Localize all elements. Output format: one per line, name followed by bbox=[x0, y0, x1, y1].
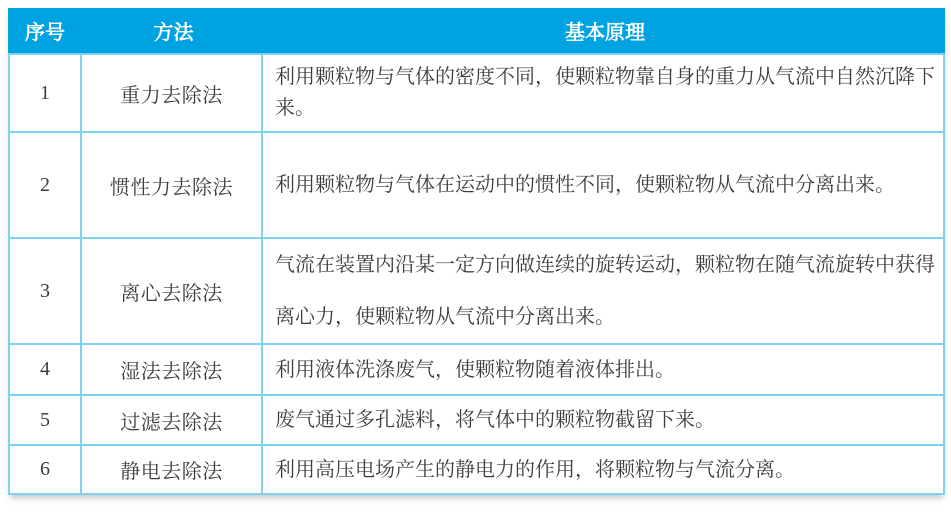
row-index-cell: 6 bbox=[10, 446, 82, 493]
row-method-cell: 湿法去除法 bbox=[82, 345, 263, 394]
row-method-cell: 静电去除法 bbox=[82, 446, 263, 493]
row-principle-text: 利用颗粒物与气体在运动中的惯性不同，使颗粒物从气流中分离出来。 bbox=[275, 174, 895, 196]
row-principle-cell bbox=[263, 396, 943, 444]
row-index-cell: 3 bbox=[10, 239, 82, 343]
header-cell-index: 序号 bbox=[25, 22, 65, 44]
table-row bbox=[10, 446, 943, 493]
table-row bbox=[10, 239, 943, 345]
row-index-cell: 1 bbox=[10, 55, 82, 131]
row-index-cell: 2 bbox=[10, 133, 82, 237]
row-principle-cell bbox=[263, 55, 943, 131]
particulate-removal-methods-table bbox=[8, 8, 945, 495]
table-header-row bbox=[8, 8, 945, 53]
table-row bbox=[10, 55, 943, 133]
row-principle-cell bbox=[263, 345, 943, 394]
table-row bbox=[10, 396, 943, 446]
row-principle-text: 利用液体洗涤废气，使颗粒物随着液体排出。 bbox=[275, 358, 675, 381]
row-method-cell: 过滤去除法 bbox=[82, 396, 263, 444]
row-method-cell: 离心去除法 bbox=[82, 239, 263, 343]
row-method-cell: 惯性力去除法 bbox=[82, 133, 263, 237]
row-principle-cell bbox=[263, 239, 943, 343]
table-row bbox=[10, 345, 943, 396]
row-principle-text: 利用颗粒物与气体的密度不同，使颗粒物靠自身的重力从气流中自然沉降下来。 bbox=[275, 66, 935, 119]
row-index-cell: 5 bbox=[10, 396, 82, 444]
table-body bbox=[8, 53, 945, 495]
row-method-cell: 重力去除法 bbox=[82, 55, 263, 131]
row-principle-cell bbox=[263, 133, 943, 237]
row-index-cell: 4 bbox=[10, 345, 82, 394]
row-principle-cell bbox=[263, 446, 943, 493]
header-cell-method: 方法 bbox=[153, 22, 194, 44]
row-principle-text: 废气通过多孔滤料，将气体中的颗粒物截留下来。 bbox=[275, 409, 715, 431]
row-principle-text: 气流在装置内沿某一定方向做连续的旋转运动，颗粒物在随气流旋转中获得离心力，使颗粒物从气流中分离出来。 bbox=[275, 254, 935, 328]
header-cell-principle: 基本原理 bbox=[565, 22, 645, 44]
table-row bbox=[10, 133, 943, 239]
row-principle-text: 利用高压电场产生的静电力的作用，将颗粒物与气流分离。 bbox=[275, 458, 795, 481]
